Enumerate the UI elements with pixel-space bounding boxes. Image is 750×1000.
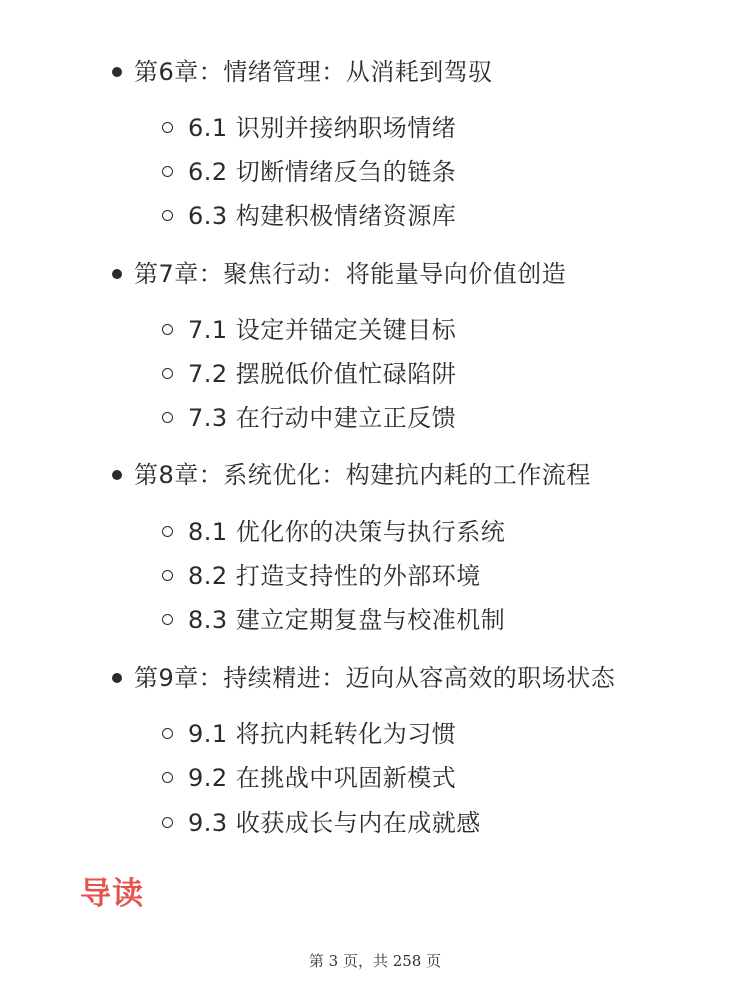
circle-bullet-icon bbox=[162, 210, 173, 221]
circle-bullet-icon bbox=[162, 368, 173, 379]
disc-bullet-icon bbox=[112, 269, 122, 279]
section-item bbox=[0, 803, 750, 843]
section-item bbox=[0, 600, 750, 640]
chapter-item bbox=[0, 52, 750, 92]
disc-bullet-icon bbox=[112, 470, 122, 480]
section-title: 6.1 识别并接纳职场情绪 bbox=[188, 114, 457, 142]
section-title: 9.1 将抗内耗转化为习惯 bbox=[188, 720, 457, 748]
circle-bullet-icon bbox=[162, 772, 173, 783]
section-item bbox=[0, 196, 750, 236]
section-item bbox=[0, 398, 750, 438]
section-title: 7.1 设定并锚定关键目标 bbox=[188, 316, 457, 344]
section-heading: 导读 bbox=[80, 876, 144, 912]
section-title: 8.2 打造支持性的外部环境 bbox=[188, 562, 481, 590]
section-title: 8.3 建立定期复盘与校准机制 bbox=[188, 606, 506, 634]
section-item bbox=[0, 152, 750, 192]
chapter-item bbox=[0, 254, 750, 294]
chapter-title: 第6章：情绪管理：从消耗到驾驭 bbox=[134, 58, 493, 86]
section-item bbox=[0, 714, 750, 754]
section-item bbox=[0, 310, 750, 350]
circle-bullet-icon bbox=[162, 324, 173, 335]
circle-bullet-icon bbox=[162, 412, 173, 423]
chapter-item bbox=[0, 455, 750, 495]
section-item bbox=[0, 354, 750, 394]
circle-bullet-icon bbox=[162, 122, 173, 133]
disc-bullet-icon bbox=[112, 67, 122, 77]
section-title: 8.1 优化你的决策与执行系统 bbox=[188, 518, 506, 546]
section-title: 9.2 在挑战中巩固新模式 bbox=[188, 764, 457, 792]
section-title: 9.3 收获成长与内在成就感 bbox=[188, 809, 481, 837]
section-title: 7.2 摆脱低价值忙碌陷阱 bbox=[188, 360, 457, 388]
circle-bullet-icon bbox=[162, 614, 173, 625]
section-item bbox=[0, 758, 750, 798]
section-title: 7.3 在行动中建立正反馈 bbox=[188, 404, 457, 432]
circle-bullet-icon bbox=[162, 570, 173, 581]
chapter-title: 第8章：系统优化：构建抗内耗的工作流程 bbox=[134, 461, 591, 489]
chapter-title: 第9章：持续精进：迈向从容高效的职场状态 bbox=[134, 664, 616, 692]
chapter-title: 第7章：聚焦行动：将能量导向价值创造 bbox=[134, 260, 567, 288]
circle-bullet-icon bbox=[162, 728, 173, 739]
circle-bullet-icon bbox=[162, 817, 173, 828]
section-item bbox=[0, 556, 750, 596]
page-footer: 第 3 页，共 258 页 bbox=[308, 952, 442, 970]
section-item bbox=[0, 108, 750, 148]
chapter-item bbox=[0, 658, 750, 698]
circle-bullet-icon bbox=[162, 166, 173, 177]
section-title: 6.3 构建积极情绪资源库 bbox=[188, 202, 457, 230]
circle-bullet-icon bbox=[162, 526, 173, 537]
section-item bbox=[0, 512, 750, 552]
section-title: 6.2 切断情绪反刍的链条 bbox=[188, 158, 457, 186]
disc-bullet-icon bbox=[112, 673, 122, 683]
